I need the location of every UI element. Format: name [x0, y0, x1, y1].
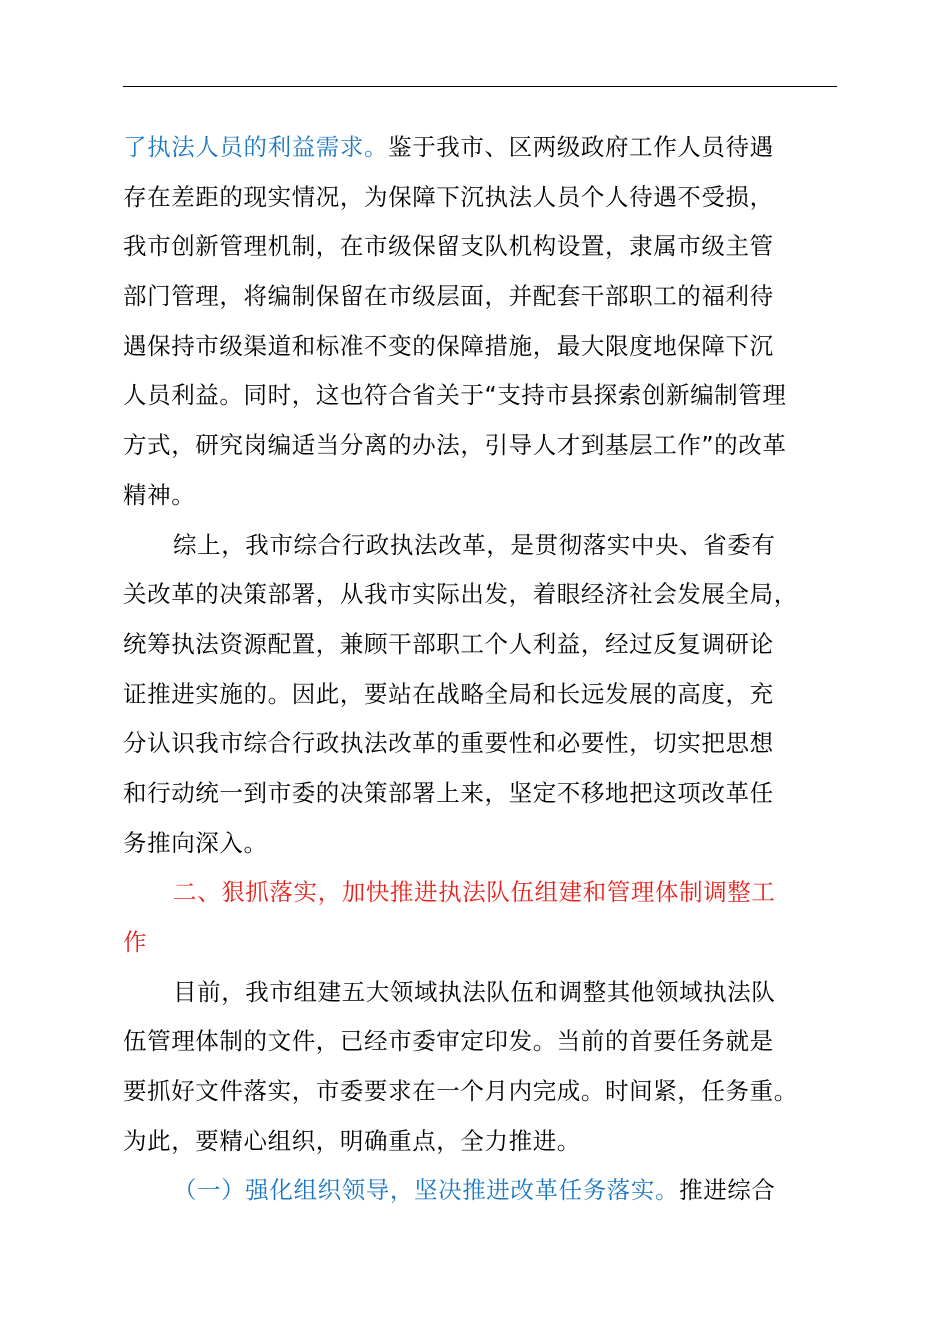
paragraph-2-line-1: 综上，我市综合行政执法改革，是贯彻落实中央、省委有	[173, 530, 776, 559]
paragraph-3-line-1: 目前，我市组建五大领域执法队伍和调整其他领域执法队	[173, 977, 776, 1006]
paragraph-2-line-6: 和行动统一到市委的决策部署上来，坚定不移地把这项改革任	[123, 778, 774, 807]
subsection-heading: （一）强化组织领导，坚决推进改革任务落实。	[173, 1176, 680, 1205]
body-text: 推进综合	[679, 1176, 776, 1205]
paragraph-2-line-2: 关改革的决策部署，从我市实际出发，着眼经济社会发展全局，	[123, 580, 798, 609]
section-heading-line-1: 二、狠抓落实，加快推进执法队伍组建和管理体制调整工	[173, 878, 776, 907]
paragraph-2-line-5: 分认识我市综合行政执法改革的重要性和必要性，切实把思想	[123, 729, 774, 758]
paragraph-1-line-4: 部门管理，将编制保留在市级层面，并配套干部职工的福利待	[123, 282, 774, 311]
header-rule	[123, 86, 837, 87]
paragraph-3-line-4: 为此，要精心组织，明确重点，全力推进。	[123, 1126, 581, 1155]
section-heading-2	[123, 868, 848, 967]
paragraph-1-line-1	[123, 123, 848, 173]
paragraph-2	[123, 521, 848, 869]
paragraph-2-line-3: 统筹执法资源配置，兼顾干部职工个人利益，经过反复调研论	[123, 629, 774, 658]
paragraph-2-line-4: 证推进实施的。因此，要站在战略全局和长远发展的高度，充	[123, 679, 774, 708]
paragraph-3-line-2: 伍管理体制的文件，已经市委审定印发。当前的首要任务就是	[123, 1027, 774, 1056]
paragraph-1-line-6: 人员利益。同时，这也符合省关于“支持市县探索创新编制管理	[123, 381, 787, 410]
paragraph-1-line-3: 我市创新管理机制，在市级保留支队机构设置，隶属市级主管	[123, 232, 774, 261]
paragraph-1-line-2: 存在差距的现实情况，为保障下沉执法人员个人待遇不受损，	[123, 182, 774, 211]
paragraph-1-line-5: 遇保持市级渠道和标准不变的保障措施，最大限度地保障下沉	[123, 331, 774, 360]
paragraph-2-line-7: 务推向深入。	[123, 828, 268, 857]
paragraph-1-line-7: 方式，研究岗编适当分离的办法，引导人才到基层工作”的改革	[123, 431, 787, 460]
paragraph-1-line-8: 精神。	[123, 480, 196, 509]
paragraph-4	[123, 1166, 848, 1216]
highlighted-phrase: 了执法人员的利益需求。	[123, 133, 389, 161]
paragraph-3-line-3: 要抓好文件落实，市委要求在一个月内完成。时间紧，任务重。	[123, 1077, 798, 1106]
section-heading-line-2: 作	[123, 928, 148, 956]
document-body	[123, 123, 848, 1216]
body-text: 鉴于我市、区两级政府工作人员待遇	[388, 133, 774, 161]
paragraph-1	[123, 123, 848, 521]
paragraph-4-line-1	[123, 1166, 848, 1216]
paragraph-3	[123, 968, 848, 1167]
